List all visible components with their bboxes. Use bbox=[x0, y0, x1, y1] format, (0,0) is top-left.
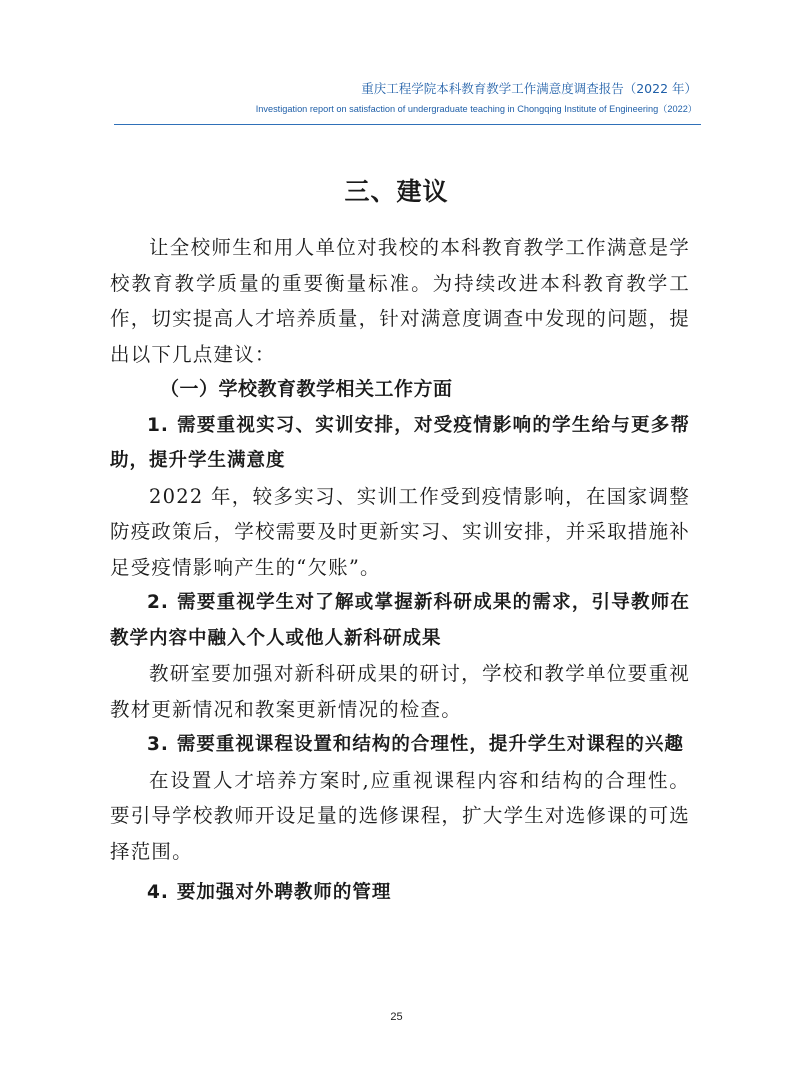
point-2-body: 教研室要加强对新科研成果的研讨，学校和教学单位要重视教材更新情况和教案更新情况的检查。 bbox=[110, 662, 690, 721]
header-divider bbox=[114, 124, 701, 125]
page-number: 25 bbox=[390, 1011, 403, 1023]
point-4-heading-text: 要加强对外聘教师的管理 bbox=[176, 882, 392, 903]
point-3-heading-text: 需要重视课程设置和结构的合理性，提升学生对课程的兴趣 bbox=[176, 734, 684, 755]
point-3-number: 3. bbox=[147, 734, 169, 755]
intro-paragraph: 让全校师生和用人单位对我校的本科教育教学工作满意是学校教育教学质量的重要衡量标准。为持续改进本科教育教学工作，切实提高人才培养质量，针对满意度调查中发现的问题，提出以下几点建议： bbox=[110, 236, 690, 366]
point-3-body: 在设置人才培养方案时,应重视课程内容和结构的合理性。要引导学校教师开设足量的选修课程，扩大学生对选修课的可选择范围。 bbox=[110, 768, 690, 863]
point-3-heading bbox=[110, 727, 690, 763]
section-title: 三、建议 bbox=[344, 177, 449, 206]
header-title-chinese: 重庆工程学院本科教育教学工作满意度调查报告（2022 年） bbox=[361, 81, 697, 96]
point-4-heading bbox=[110, 875, 690, 911]
point-4-number: 4. bbox=[147, 882, 169, 903]
point-1-body: 2022 年，较多实习、实训工作受到疫情影响，在国家调整防疫政策后，学校需要及时更新实习、实训安排，并采取措施补足受疫情影响产生的“欠账”。 bbox=[110, 484, 690, 579]
point-1-heading-text: 需要重视实习、实训安排，对受疫情影响的学生给与更多帮助，提升学生满意度 bbox=[110, 414, 690, 471]
point-2-heading-text: 需要重视学生对了解或掌握新科研成果的需求，引导教师在教学内容中融入个人或他人新科研成果 bbox=[110, 592, 690, 649]
point-2-number: 2. bbox=[147, 592, 169, 613]
subsection-heading: （一）学校教育教学相关工作方面 bbox=[160, 378, 453, 400]
running-header bbox=[110, 80, 697, 117]
point-2-heading bbox=[110, 585, 690, 656]
header-title-english: Investigation report on satisfaction of undergraduate teaching in Chongqing Institute of Engineering（2022） bbox=[255, 104, 697, 114]
page-body bbox=[110, 230, 690, 911]
point-1-heading bbox=[110, 408, 690, 479]
point-1-number: 1. bbox=[147, 414, 169, 436]
